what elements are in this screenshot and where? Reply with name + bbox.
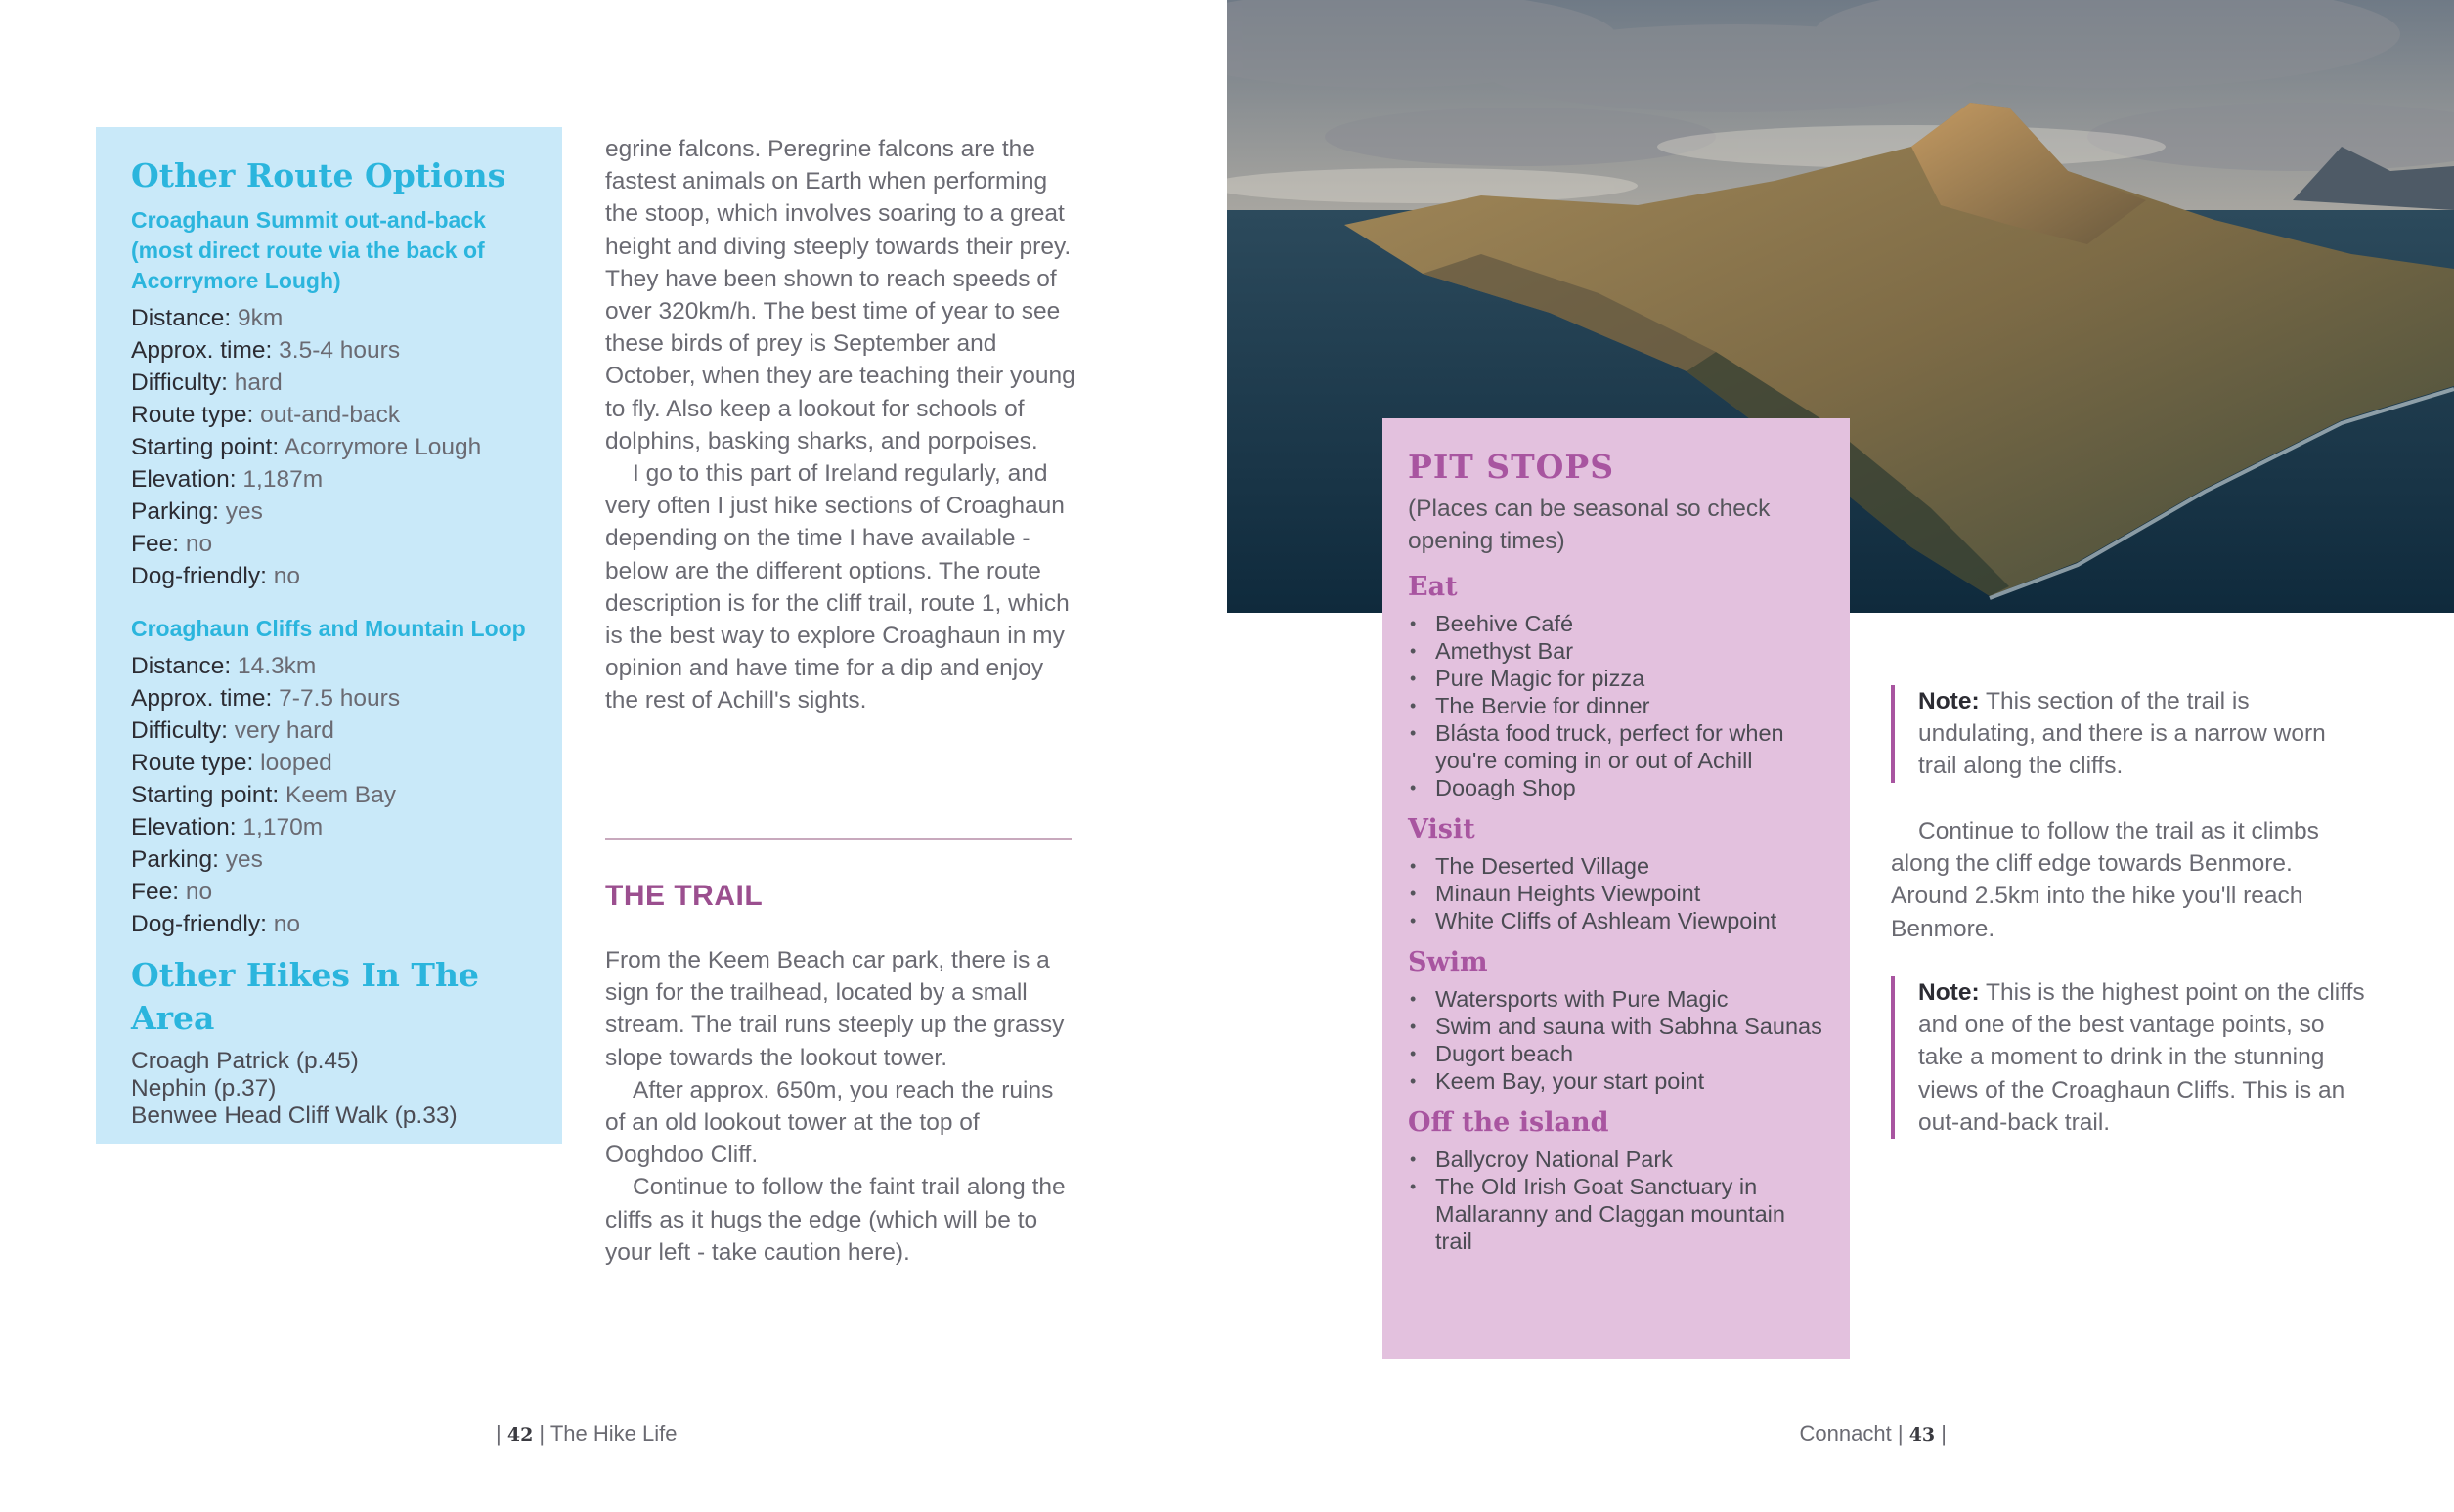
fact-value: 9km [237,305,284,331]
fact-label: Distance: [131,305,232,331]
other-hike-link[interactable]: Nephin (p.37) [131,1075,277,1102]
fact-label: Fee: [131,879,180,905]
book-title: The Hike Life [549,1421,678,1446]
fact-row [131,528,527,560]
list-item: • Dugort beach [1408,1040,1824,1067]
fact-row [131,843,527,876]
fact-row [131,431,527,463]
section-divider [605,838,1072,840]
trail-heading: THE TRAIL [605,880,764,912]
list-item: • Dooagh Shop [1408,774,1824,801]
section-title: Connacht [1799,1421,1892,1446]
list-item: • The Old Irish Goat Sanctuary in Mallaranny and Claggan mountain trail [1408,1173,1824,1255]
route-2-facts [131,650,527,940]
fact-value: yes [225,498,263,525]
fact-row [131,779,527,811]
category-visit: Visit [1408,814,1475,844]
fact-value: no [273,563,300,589]
other-route-options-box [96,127,562,1144]
fact-label: Starting point: [131,434,280,460]
fact-label: Starting point: [131,782,280,808]
fact-label: Parking: [131,498,219,525]
list-item: • Minaun Heights Viewpoint [1408,880,1824,907]
category-eat: Eat [1408,572,1458,602]
fact-label: Fee: [131,531,180,557]
folio-separator: | [539,1421,546,1446]
fact-row [131,650,527,682]
fact-value: out-and-back [260,402,401,428]
fact-value: 1,187m [242,466,324,493]
category-swim: Swim [1408,947,1488,977]
page-footer-right [1800,1420,1947,1448]
route-2-name: Croaghaun Cliffs and Mountain Loop [131,616,526,641]
fact-row [131,747,527,779]
fact-row [131,876,527,908]
fact-value: yes [225,846,263,873]
fact-value: hard [234,369,283,396]
list-item: • Amethyst Bar [1408,637,1824,665]
fact-value: no [185,879,213,905]
eat-list [1408,610,1824,801]
fact-label: Elevation: [131,814,237,841]
list-item: • Pure Magic for pizza [1408,665,1824,692]
list-item: • Beehive Café [1408,610,1824,637]
fact-label: Parking: [131,846,219,873]
body-paragraph: Continue to follow the trail as it climbs along the cliff edge towards Benmore. Around 2.5km into the hike you'll reach Benmore. [1891,818,2319,942]
trail-note [1891,976,2370,1139]
fact-value: very hard [234,717,334,744]
fact-label: Difficulty: [131,717,228,744]
body-paragraph: After approx. 650m, you reach the ruins of an old lookout tower at the top of Ooghdoo Cliff. [605,1076,1054,1169]
fact-label: Approx. time: [131,685,273,712]
fact-label: Route type: [131,402,254,428]
fact-value: 1,170m [242,814,324,841]
body-paragraph: Continue to follow the faint trail along the cliffs as it hugs the edge (which will be to your left - take caution here). [605,1174,1066,1266]
list-item: • Swim and sauna with Sabhna Saunas [1408,1013,1824,1040]
fact-label: Elevation: [131,466,237,493]
list-item: • The Deserted Village [1408,852,1824,880]
list-item: • The Bervie for dinner [1408,692,1824,719]
fact-value: Keem Bay [285,782,397,808]
list-item: • Keem Bay, your start point [1408,1067,1824,1095]
fact-value: no [185,531,213,557]
fact-value: looped [260,750,332,776]
fact-row [131,682,527,714]
fact-label: Dog-friendly: [131,911,267,937]
fact-value: 14.3km [237,653,317,679]
list-item: • Ballycroy National Park [1408,1145,1824,1173]
fact-row [131,463,527,496]
fact-row [131,496,527,528]
note-text: This is the highest point on the cliffs and one of the best vantage points, so take a moment to drink in the stunning views of the Croaghaun Cliffs. This is an out-and-back trail. [1918,979,2365,1136]
body-paragraph: egrine falcons. Peregrine falcons are the fastest animals on Earth when performing the stoop, which involves soaring to a great height and diving steeply towards their prey. They have been shown to reach speeds of over 320km/h. The best time of year to see these birds of prey is September and October, when they are teaching their young to fly. Also keep a lookout for schools of dolphins, basking sharks, and porpoises. [605,136,1075,454]
page-number: 42 [506,1424,534,1446]
route-options-title: Other Route Options [131,156,506,194]
folio-separator: | [496,1421,502,1446]
fact-label: Difficulty: [131,369,228,396]
other-hikes-title: Other Hikes In The Area [131,956,479,1037]
fact-row [131,399,527,431]
list-item: • Watersports with Pure Magic [1408,985,1824,1013]
fact-row [131,302,527,334]
folio-separator: | [1941,1421,1947,1446]
fact-row [131,908,527,940]
page-footer-left [496,1420,677,1448]
fact-row [131,811,527,843]
note-label: Note: [1918,979,1980,1006]
body-paragraph: I go to this part of Ireland regularly, and very often I just hike sections of Croaghaun depending on the time I have available - below are the different options. The route description is for the cliff trail, route 1, which is the best way to explore Croaghaun in my opinion and have time for a dip and enjoy the rest of Achill's sights. [605,460,1070,714]
fact-value: 7-7.5 hours [279,685,401,712]
visit-list [1408,852,1824,934]
folio-separator: | [1897,1421,1904,1446]
note-label: Note: [1918,688,1980,714]
intro-column [605,133,1076,717]
fact-value: 3.5-4 hours [279,337,401,364]
other-hike-link[interactable]: Benwee Head Cliff Walk (p.33) [131,1102,458,1129]
fact-label: Route type: [131,750,254,776]
fact-label: Distance: [131,653,232,679]
fact-row [131,560,527,592]
trail-description [605,944,1076,1269]
category-off-island: Off the island [1408,1107,1609,1138]
fact-value: no [273,911,300,937]
page-number: 43 [1908,1424,1936,1446]
fact-label: Approx. time: [131,337,273,364]
off-island-list [1408,1145,1824,1255]
pit-stops-title: PIT STOPS [1408,448,1615,486]
fact-row [131,714,527,747]
route-1-name: Croaghaun Summit out-and-back (most direct route via the back of Acorrymore Lough) [131,207,486,293]
note-text: This section of the trail is undulating, and there is a narrow worn trail along the cliffs. [1918,688,2326,780]
fact-value: Acorrymore Lough [284,434,482,460]
body-paragraph: From the Keem Beach car park, there is a sign for the trailhead, located by a small stream. The trail runs steeply up the grassy slope towards the lookout tower. [605,947,1065,1071]
pit-stops-box [1382,418,1850,1359]
list-item: • White Cliffs of Ashleam Viewpoint [1408,907,1824,934]
swim-list [1408,985,1824,1095]
route-1-facts [131,302,527,592]
list-item: • Blásta food truck, perfect for when you're coming in or out of Achill [1408,719,1824,774]
fact-label: Dog-friendly: [131,563,267,589]
trail-note [1891,685,2370,783]
other-hike-link[interactable]: Croagh Patrick (p.45) [131,1048,359,1074]
fact-row [131,334,527,367]
fact-row [131,367,527,399]
pit-stops-note: (Places can be seasonal so check opening times) [1408,496,1771,554]
